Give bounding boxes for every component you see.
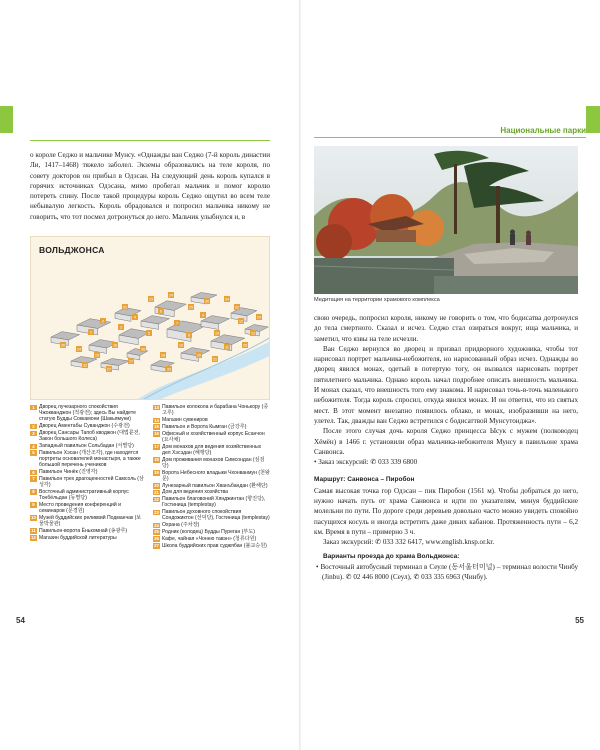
legend-number-marker: 9: [30, 502, 37, 508]
map-illustration: [31, 237, 270, 400]
tour-booking-line: • Заказ экскурсий: ✆ 033 339 6800: [314, 458, 418, 467]
map-pin-number: 4: [134, 315, 136, 320]
map-pin-number: 24: [169, 293, 173, 298]
legend-item: [153, 483, 270, 489]
route-booking-line: Заказ экскурсий: ✆ 033 332 6417, www.english.knsp.or.kr.: [323, 538, 495, 547]
photo-illustration: [314, 146, 578, 294]
legend-number-marker: 14: [154, 417, 159, 423]
right-paragraph: свою очередь, попросил короля, никому не говорить о том, что бодисатва дотронулся до тела смертного. Сказал и исчез. Седжо стал озираться вокруг, ища мальчика, и заметил, что язвы на теле исчезли.: [314, 314, 578, 343]
legend-item: [153, 543, 270, 549]
legend-item: [30, 476, 146, 488]
map-pin-number: 32: [83, 363, 87, 368]
legend-number-marker: 11: [31, 528, 36, 534]
legend-number-marker: 21: [154, 489, 159, 495]
map-pin-number: 1: [90, 330, 92, 335]
map-pin-number: 6: [160, 309, 162, 314]
legend-item: [30, 515, 146, 527]
legend-number-marker: 6: [30, 470, 37, 476]
legend-number-marker: 27: [154, 543, 159, 549]
legend-item: [30, 450, 146, 469]
map-pin-number: 33: [167, 367, 171, 372]
legend-item: [30, 489, 146, 501]
legend-column-left: [30, 404, 146, 541]
legend-item: [153, 470, 270, 482]
map-pin-number: 35: [243, 343, 247, 348]
legend-text: Школа буддийских прав суджябан (불교승원): [162, 542, 267, 549]
legend-number-marker: 18: [154, 457, 159, 463]
map-pin-number: 18: [161, 353, 165, 358]
legend-number-marker: 10: [31, 515, 36, 521]
legend-number-marker: 23: [154, 509, 159, 515]
legend-text: Магазин сувениров: [162, 417, 208, 423]
legend-number-marker: 20: [154, 483, 159, 489]
legend-text: Дворец лучезарного спокойствия Чжокванджон (적광전); здесь Вы найдете статую Будды Соккамони (Шакьямуни): [39, 404, 136, 423]
legend-item: [153, 444, 270, 456]
legend-text: Дом проживания монахов Симсондан (심검당): [162, 456, 265, 469]
route-title: Маршрут: Санвонса – Пиробон: [314, 476, 415, 484]
legend-text: Офисный и хозяйственный корпус Есанчон (요사채): [162, 430, 265, 443]
legend-item: [153, 522, 270, 528]
legend-item: [30, 404, 146, 423]
legend-number-marker: 19: [154, 470, 159, 476]
legend-item: [153, 431, 270, 443]
legend-text: Дворец Сансары Тапоб кводжон (대법륜전, Закон большого Колеса): [39, 430, 141, 443]
legend-item: [153, 496, 270, 508]
legend-number-marker: 4: [30, 444, 37, 450]
legend-item: [30, 430, 146, 442]
legend-item: [30, 469, 146, 475]
legend-text: Место проведения конференций и семинаров (문경원): [39, 501, 121, 514]
map-pin-number: 28: [141, 347, 145, 352]
legend-item: [153, 536, 270, 542]
legend-item: [153, 489, 270, 495]
legend-text: Кафе, чайная «Чонню тавэн» (청류다원): [162, 535, 257, 542]
legend-text: Павильон духовного спокойствия Сондожиктон (선덕당), Гостиница (templestay): [162, 509, 270, 522]
legend-text: Павильон колокола и барабана Чонькору (종고루): [162, 404, 269, 417]
legend-text: Павильон-ворота Ёнькомнай (송광루): [39, 527, 128, 534]
legend-text: Родник (колодец) Будды Пуреган (부도): [162, 528, 255, 535]
map-pin-number: 17: [129, 359, 133, 364]
legend-text: Павильон трех драгоценностей Самсоль (삼성각): [39, 475, 144, 488]
legend-text: Павильон и Ворота Кымган (금강루): [162, 423, 247, 430]
legend-number-marker: 25: [154, 529, 159, 535]
map-pin-number: 14: [77, 347, 81, 352]
map-pin-number: 25: [189, 305, 193, 310]
left-page-number: 54: [16, 616, 25, 625]
map-pin-number: 34: [225, 297, 229, 302]
transport-title: Варианты проезда до храма Вольджонса:: [323, 552, 460, 560]
transport-item: • Восточный автобусный терминал в Сеуле (동서울터미널) – терминал волости Чинбу (Jinbu). ✆ 02 446 8000 (Сеул), ✆ 033 335 6963 (Чинбу).: [316, 562, 578, 582]
legend-number-marker: 13: [154, 404, 159, 410]
legend-number-marker: 7: [30, 476, 37, 482]
map-pin-number: 5: [148, 331, 150, 336]
legend-text: Охрана (주차장): [162, 522, 200, 529]
legend-number-marker: 5: [30, 450, 37, 456]
map-pin-number: 13: [251, 331, 255, 336]
running-head: Национальные парки: [500, 126, 586, 135]
legend-number-marker: 26: [154, 536, 159, 542]
right-page: [300, 0, 600, 750]
monastery-map: [30, 236, 270, 400]
temple-photo: [314, 146, 578, 294]
legend-text: Павильон благовоний Хянджинтан (향진당), Гостиница (templestay): [162, 496, 266, 509]
map-pin-number: 12: [239, 319, 243, 324]
legend-item: [30, 502, 146, 514]
legend-item: [153, 529, 270, 535]
map-pin-number: 16: [113, 343, 117, 348]
legend-item: [153, 509, 270, 521]
legend-text: Дворец Аментабы Суванджон (수광전): [39, 423, 130, 430]
map-pin-number: 19: [179, 343, 183, 348]
legend-text: Дом монахов для ведения хозяйственных дел Хэсэдан (해행당): [162, 443, 262, 456]
map-pin-number: 15: [95, 353, 99, 358]
map-pin-number: 22: [235, 305, 239, 310]
map-pin-number: 9: [202, 313, 204, 318]
map-pin-number: 30: [205, 299, 209, 304]
legend-item: [153, 417, 270, 423]
right-page-number: 55: [575, 616, 584, 625]
map-pin-number: 31: [123, 305, 127, 310]
right-body-text: [314, 313, 578, 582]
legend-text: Магазин буддийской литературы: [39, 534, 117, 541]
right-paragraph: Ван Седжо вернулся во дворец и призвал придворного художника, чтобы тот нарисовал портрет мальчика-небожителя, но нарисованный образ исчез. Однажды во дворец явился монах, одетый в потертую тогу, он вызвался нарисовать портрет пятилетнего мальчика. Однако король начал подробнее описать внешность мальчика. И монах сказал, что внешность того ему знакома. И нарисовал точь-в-точь маленького небожителя. Тогда король спросил, откуда явился монах. И он ответил, что из святых мест. В этот момент внезапно появилось облако, и монах, изобразивши на него, улетел. Так, дважды ван Седжо встретился с бодисаттвой Мунсутонджа».: [314, 344, 578, 425]
left-body-text: [30, 150, 270, 222]
legend-text: Павильон Хэсан (개산조각), где находятся портреты основателей монастыря, а также большой перечень учеников: [39, 449, 141, 469]
legend-item: [30, 423, 146, 429]
map-pin-number: 3: [120, 325, 122, 330]
legend-column-right: [153, 404, 270, 549]
legend-item: [30, 528, 146, 534]
legend-number-marker: 22: [154, 496, 159, 502]
right-paragraph: После этого случая дочь короля Седжо принцесса Ысук с мужем (полководец Хёмён) в 1466 г. установили образ мальчика-небожителя Мунсу в павильоне храма Санвонса.: [314, 427, 578, 456]
map-legend: [30, 404, 270, 620]
legend-item: [153, 457, 270, 469]
legend-text: Лунезарный павильон Хванъбандан (환해단): [162, 482, 268, 489]
legend-item: [30, 535, 146, 541]
legend-number-marker: 2: [30, 424, 37, 430]
legend-text: Павильон Чинёк (진영각): [39, 469, 98, 475]
legend-number-marker: 1: [30, 405, 37, 411]
map-pin-number: 29: [257, 315, 261, 320]
legend-item: [153, 404, 270, 416]
legend-number-marker: 8: [30, 489, 37, 495]
map-title: ВОЛЬДЖОНСА: [39, 245, 105, 255]
legend-text: Западный павильон Сольбадан (서별당): [39, 443, 134, 449]
map-pin-number: 8: [188, 333, 190, 338]
legend-item: [30, 443, 146, 449]
legend-number-marker: 3: [30, 431, 37, 437]
legend-number-marker: 24: [154, 522, 159, 528]
map-pin-number: 2: [102, 319, 104, 324]
legend-number-marker: 12: [31, 535, 36, 541]
legend-number-marker: 16: [154, 431, 159, 437]
route-paragraph: Самая высокая точка гор Одэсан – пик Пиробон (1561 м). Чтобы добраться до него, нужно начать путь от храма Санвонса и идти по указателям, минуя буддийские молельни по пути. По дороге среди деревьев довольно часто можно увидеть спокойно пасущихся косуль и иногда встретить даже диких кабанов. Протяженность пути – 6,2 км. Время в пути – примерно 3 ч.: [314, 486, 578, 536]
legend-text: Дом для ведения хозяйства: [162, 489, 228, 496]
map-pin-number: 20: [197, 353, 201, 358]
map-pin-number: 26: [61, 343, 65, 348]
map-pin-number: 11: [225, 345, 229, 350]
legend-number-marker: 15: [154, 424, 159, 430]
legend-text: Музей буддийских реликвий Подманчак (보물박물관): [39, 514, 142, 527]
map-pin-number: 7: [176, 321, 178, 326]
left-paragraph: о короле Седжо и мальчике Мунсу. «Однажды ван Седжо (7-й король династии Ли, 1417–1468) тяжело заболел. Экземы образовались на теле короля, по совету докторов он прибыл в Одэсан. На следующий день король купался в горячих источниках Одэсана, мимо пробегал мальчик и помог королю потереть спину. После такой процедуры король Седжо ощутил во всем теле небывалую легкость. Король обрадовался и попросил мальчика никому не говорить, что тот посмел дотронуться до него. Мальчик улыбнулся и, в: [30, 151, 270, 221]
map-pin-number: 21: [213, 357, 217, 362]
legend-item: [153, 424, 270, 430]
map-pin-number: 23: [149, 297, 153, 302]
map-pin-number: 10: [215, 331, 219, 336]
map-pin-number: 27: [107, 367, 111, 372]
legend-number-marker: 17: [154, 444, 159, 450]
legend-text: Ворота Небесного владыки Чхонванмун (천왕문): [162, 469, 270, 482]
legend-text: Восточный административный корпус Тонбёльдан (동별당): [39, 488, 129, 501]
photo-caption: Медитация на территории храмового комплекса: [314, 297, 440, 303]
